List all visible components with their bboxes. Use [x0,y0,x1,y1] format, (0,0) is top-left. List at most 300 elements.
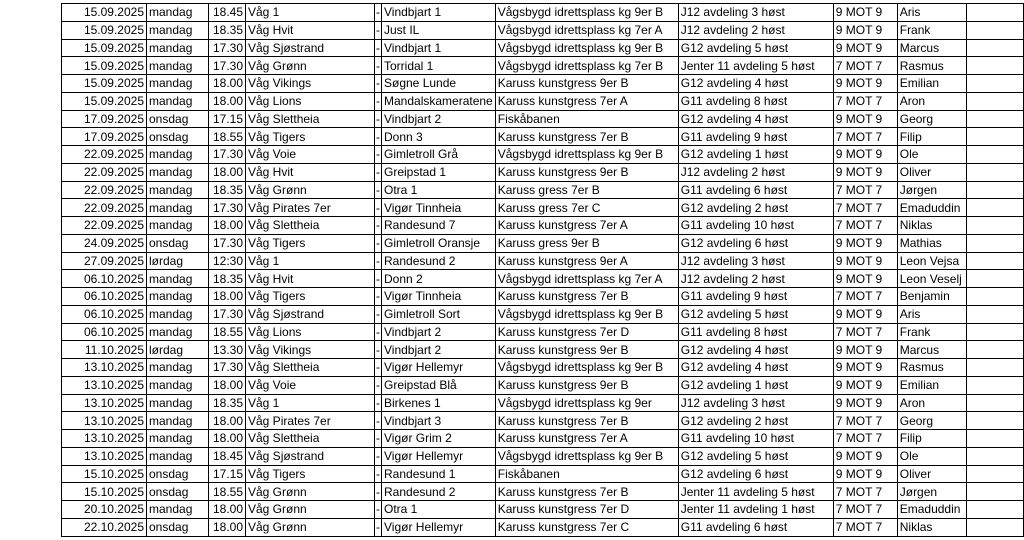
empty-cell [966,376,1023,394]
table-row [62,288,1024,306]
date-cell: 27.09.2025 [62,252,147,270]
responsible-cell: Benjamin [897,288,966,306]
away-team-cell: Vigør Hellemyr [382,447,496,465]
division-cell: G12 avdeling 4 høst [678,359,833,377]
venue-cell: Karuss kunstgress 9er B [495,376,678,394]
home-team-cell: Våg 1 [246,394,375,412]
away-team-cell: Vigør Tinnheia [382,288,496,306]
venue-cell: Karuss kunstgress 7er D [495,323,678,341]
separator-cell: - [376,182,380,197]
table-row [62,394,1024,412]
weekday-cell: onsdag [147,483,209,501]
division-cell: G12 avdeling 5 høst [678,447,833,465]
home-team-cell: Våg Vikings [246,75,375,93]
weekday-cell: mandag [147,394,209,412]
division-cell: J12 avdeling 3 høst [678,252,833,270]
separator-cell: - [376,342,380,357]
weekday-cell: onsdag [147,234,209,252]
away-team-cell: Vindbjart 2 [382,341,496,359]
table-row [62,270,1024,288]
schedule-rows [62,4,1024,537]
venue-cell: Karuss kunstgress 9er A [495,252,678,270]
separator-cell: - [376,431,380,446]
format-cell: 9 MOT 9 [833,39,897,57]
separator-cell: - [376,466,380,481]
weekday-cell: mandag [147,270,209,288]
format-cell: 9 MOT 9 [833,465,897,483]
table-row [62,4,1024,22]
weekday-cell: mandag [147,39,209,57]
empty-cell [966,394,1023,412]
responsible-cell: Emilian [897,75,966,93]
date-cell: 13.10.2025 [62,376,147,394]
venue-cell: Karuss gress 9er B [495,234,678,252]
home-team-cell: Våg Voie [246,146,375,164]
venue-cell: Karuss kunstgress 7er D [495,501,678,519]
away-team-cell: Gimletroll Sort [382,305,496,323]
time-cell: 18.45 [209,4,246,22]
venue-cell: Karuss kunstgress 7er A [495,430,678,448]
empty-cell [966,518,1023,536]
empty-cell [966,4,1023,22]
time-cell: 18.00 [209,430,246,448]
weekday-cell: mandag [147,501,209,519]
date-cell: 11.10.2025 [62,341,147,359]
venue-cell: Karuss kunstgress 9er B [495,75,678,93]
separator-cell: - [376,23,380,38]
division-cell: G12 avdeling 6 høst [678,465,833,483]
time-cell: 17.30 [209,57,246,75]
empty-cell [966,110,1023,128]
table-row [62,110,1024,128]
division-cell: G11 avdeling 9 høst [678,288,833,306]
separator-cell: - [376,484,380,499]
responsible-cell: Mathias [897,234,966,252]
division-cell: G11 avdeling 10 høst [678,217,833,235]
format-cell: 9 MOT 9 [833,394,897,412]
table-row [62,483,1024,501]
division-cell: Jenter 11 avdeling 5 høst [678,483,833,501]
venue-cell: Vågsbygd idrettsplass kg 9er B [495,146,678,164]
responsible-cell: Niklas [897,217,966,235]
separator-cell: - [376,413,380,428]
weekday-cell: lørdag [147,341,209,359]
home-team-cell: Våg Grønn [246,518,375,536]
venue-cell: Vågsbygd idrettsplass kg 7er A [495,270,678,288]
weekday-cell: mandag [147,217,209,235]
venue-cell: Karuss kunstgress 7er A [495,92,678,110]
home-team-cell: Våg Tigers [246,234,375,252]
date-cell: 13.10.2025 [62,430,147,448]
date-cell: 06.10.2025 [62,323,147,341]
time-cell: 18.00 [209,501,246,519]
date-cell: 06.10.2025 [62,288,147,306]
division-cell: G12 avdeling 4 høst [678,110,833,128]
responsible-cell: Ole [897,146,966,164]
time-cell: 13.30 [209,341,246,359]
weekday-cell: mandag [147,376,209,394]
venue-cell: Vågsbygd idrettsplass kg 9er B [495,39,678,57]
time-cell: 18.00 [209,217,246,235]
venue-cell: Karuss kunstgress 7er B [495,412,678,430]
table-row [62,412,1024,430]
empty-cell [966,465,1023,483]
venue-cell: Karuss kunstgress 7er C [495,518,678,536]
venue-cell: Vågsbygd idrettsplass kg 9er B [495,447,678,465]
responsible-cell: Leon Vejsa [897,252,966,270]
separator-cell: - [376,200,380,215]
format-cell: 9 MOT 9 [833,75,897,93]
division-cell: J12 avdeling 2 høst [678,163,833,181]
empty-cell [966,288,1023,306]
time-cell: 18.00 [209,288,246,306]
away-team-cell: Randesund 7 [382,217,496,235]
table-row [62,181,1024,199]
date-cell: 20.10.2025 [62,501,147,519]
weekday-cell: mandag [147,163,209,181]
empty-cell [966,447,1023,465]
time-cell: 18.35 [209,270,246,288]
date-cell: 13.10.2025 [62,359,147,377]
separator-cell: - [376,236,380,251]
time-cell: 18.00 [209,92,246,110]
date-cell: 13.10.2025 [62,394,147,412]
match-schedule-table [61,3,1024,537]
away-team-cell: Otra 1 [382,181,496,199]
empty-cell [966,199,1023,217]
format-cell: 9 MOT 9 [833,4,897,22]
empty-cell [966,501,1023,519]
away-team-cell: Vindbjart 3 [382,412,496,430]
format-cell: 7 MOT 7 [833,128,897,146]
format-cell: 7 MOT 7 [833,430,897,448]
time-cell: 18.35 [209,181,246,199]
division-cell: G11 avdeling 8 høst [678,92,833,110]
weekday-cell: mandag [147,359,209,377]
date-cell: 24.09.2025 [62,234,147,252]
responsible-cell: Aron [897,92,966,110]
table-row [62,465,1024,483]
home-team-cell: Våg Grønn [246,483,375,501]
separator-cell: - [376,5,380,20]
home-team-cell: Våg Slettheia [246,430,375,448]
format-cell: 9 MOT 9 [833,252,897,270]
away-team-cell: Vindbjart 2 [382,323,496,341]
weekday-cell: onsdag [147,465,209,483]
venue-cell: Vågsbygd idrettsplass kg 9er B [495,305,678,323]
responsible-cell: Aron [897,394,966,412]
home-team-cell: Våg 1 [246,252,375,270]
date-cell: 22.09.2025 [62,181,147,199]
home-team-cell: Våg Lions [246,323,375,341]
time-cell: 17.30 [209,146,246,164]
time-cell: 18.00 [209,518,246,536]
date-cell: 22.09.2025 [62,146,147,164]
format-cell: 7 MOT 7 [833,483,897,501]
date-cell: 15.10.2025 [62,465,147,483]
empty-cell [966,217,1023,235]
empty-cell [966,323,1023,341]
away-team-cell: Vindbjart 2 [382,110,496,128]
responsible-cell: Jørgen [897,483,966,501]
away-team-cell: Torridal 1 [382,57,496,75]
weekday-cell: mandag [147,75,209,93]
time-cell: 18.00 [209,376,246,394]
venue-cell: Fiskåbanen [495,465,678,483]
separator-cell: - [376,395,380,410]
empty-cell [966,181,1023,199]
home-team-cell: Våg 1 [246,4,375,22]
weekday-cell: mandag [147,323,209,341]
weekday-cell: mandag [147,199,209,217]
away-team-cell: Greipstad 1 [382,163,496,181]
format-cell: 7 MOT 7 [833,57,897,75]
home-team-cell: Våg Pirates 7er [246,199,375,217]
home-team-cell: Våg Grønn [246,501,375,519]
weekday-cell: mandag [147,92,209,110]
responsible-cell: Frank [897,323,966,341]
away-team-cell: Just IL [382,21,496,39]
format-cell: 9 MOT 9 [833,359,897,377]
separator-cell: - [376,218,380,233]
responsible-cell: Rasmus [897,359,966,377]
responsible-cell: Marcus [897,39,966,57]
date-cell: 13.10.2025 [62,412,147,430]
date-cell: 17.09.2025 [62,110,147,128]
separator-cell: - [376,307,380,322]
table-row [62,341,1024,359]
format-cell: 9 MOT 9 [833,163,897,181]
time-cell: 17.30 [209,234,246,252]
format-cell: 9 MOT 9 [833,110,897,128]
separator-cell: - [376,147,380,162]
responsible-cell: Emaduddin [897,501,966,519]
table-row [62,128,1024,146]
date-cell: 22.10.2025 [62,518,147,536]
division-cell: J12 avdeling 3 høst [678,4,833,22]
division-cell: J12 avdeling 3 høst [678,394,833,412]
time-cell: 18.55 [209,483,246,501]
empty-cell [966,483,1023,501]
responsible-cell: Emilian [897,376,966,394]
date-cell: 22.09.2025 [62,199,147,217]
division-cell: G12 avdeling 4 høst [678,341,833,359]
away-team-cell: Vigør Hellemyr [382,359,496,377]
home-team-cell: Våg Grønn [246,57,375,75]
time-cell: 17.30 [209,359,246,377]
empty-cell [966,39,1023,57]
division-cell: Jenter 11 avdeling 5 høst [678,57,833,75]
weekday-cell: onsdag [147,110,209,128]
date-cell: 22.09.2025 [62,163,147,181]
table-row [62,21,1024,39]
responsible-cell: Niklas [897,518,966,536]
away-team-cell: Donn 2 [382,270,496,288]
division-cell: J12 avdeling 2 høst [678,21,833,39]
away-team-cell: Otra 1 [382,501,496,519]
division-cell: G11 avdeling 9 høst [678,128,833,146]
format-cell: 7 MOT 7 [833,288,897,306]
division-cell: J12 avdeling 2 høst [678,270,833,288]
separator-cell: - [376,324,380,339]
weekday-cell: onsdag [147,128,209,146]
weekday-cell: mandag [147,4,209,22]
division-cell: G12 avdeling 5 høst [678,39,833,57]
format-cell: 7 MOT 7 [833,92,897,110]
date-cell: 15.09.2025 [62,92,147,110]
format-cell: 9 MOT 9 [833,447,897,465]
empty-cell [966,146,1023,164]
home-team-cell: Våg Slettheia [246,359,375,377]
table-row [62,92,1024,110]
home-team-cell: Våg Tigers [246,128,375,146]
home-team-cell: Våg Tigers [246,465,375,483]
time-cell: 17.30 [209,305,246,323]
venue-cell: Vågsbygd idrettsplass kg 7er A [495,21,678,39]
responsible-cell: Marcus [897,341,966,359]
responsible-cell: Filip [897,430,966,448]
responsible-cell: Leon Veselj [897,270,966,288]
away-team-cell: Gimletroll Oransje [382,234,496,252]
weekday-cell: mandag [147,288,209,306]
table-row [62,75,1024,93]
venue-cell: Karuss kunstgress 7er B [495,288,678,306]
empty-cell [966,430,1023,448]
weekday-cell: mandag [147,181,209,199]
away-team-cell: Birkenes 1 [382,394,496,412]
table-row [62,163,1024,181]
venue-cell: Vågsbygd idrettsplass kg 9er [495,394,678,412]
table-row [62,39,1024,57]
venue-cell: Fiskåbanen [495,110,678,128]
home-team-cell: Våg Sjøstrand [246,305,375,323]
home-team-cell: Våg Voie [246,376,375,394]
separator-cell: - [376,94,380,109]
empty-cell [966,359,1023,377]
empty-cell [966,57,1023,75]
table-row [62,376,1024,394]
time-cell: 18.00 [209,163,246,181]
weekday-cell: lørdag [147,252,209,270]
division-cell: G12 avdeling 1 høst [678,376,833,394]
date-cell: 22.09.2025 [62,217,147,235]
weekday-cell: mandag [147,430,209,448]
table-row [62,323,1024,341]
format-cell: 7 MOT 7 [833,199,897,217]
table-row [62,57,1024,75]
away-team-cell: Vindbjart 1 [382,4,496,22]
empty-cell [966,270,1023,288]
time-cell: 18.35 [209,394,246,412]
responsible-cell: Jørgen [897,181,966,199]
format-cell: 9 MOT 9 [833,234,897,252]
empty-cell [966,75,1023,93]
table-row [62,430,1024,448]
weekday-cell: mandag [147,57,209,75]
table-row [62,146,1024,164]
date-cell: 13.10.2025 [62,447,147,465]
responsible-cell: Ole [897,447,966,465]
date-cell: 15.09.2025 [62,21,147,39]
separator-cell: - [376,449,380,464]
format-cell: 7 MOT 7 [833,181,897,199]
division-cell: G12 avdeling 4 høst [678,75,833,93]
responsible-cell: Oliver [897,465,966,483]
format-cell: 9 MOT 9 [833,146,897,164]
away-team-cell: Vindbjart 1 [382,39,496,57]
date-cell: 15.10.2025 [62,483,147,501]
home-team-cell: Våg Pirates 7er [246,412,375,430]
separator-cell: - [376,76,380,91]
division-cell: G11 avdeling 6 høst [678,181,833,199]
time-cell: 18.45 [209,447,246,465]
time-cell: 17.30 [209,199,246,217]
separator-cell: - [376,58,380,73]
table-row [62,359,1024,377]
away-team-cell: Vigør Tinnheia [382,199,496,217]
home-team-cell: Våg Tigers [246,288,375,306]
time-cell: 12:30 [209,252,246,270]
date-cell: 17.09.2025 [62,128,147,146]
format-cell: 7 MOT 7 [833,217,897,235]
away-team-cell: Søgne Lunde [382,75,496,93]
time-cell: 18.00 [209,412,246,430]
home-team-cell: Våg Sjøstrand [246,447,375,465]
responsible-cell: Filip [897,128,966,146]
weekday-cell: onsdag [147,518,209,536]
home-team-cell: Våg Hvit [246,163,375,181]
responsible-cell: Aris [897,305,966,323]
time-cell: 18.55 [209,128,246,146]
empty-cell [966,234,1023,252]
venue-cell: Karuss kunstgress 7er B [495,128,678,146]
separator-cell: - [376,360,380,375]
away-team-cell: Gimletroll Grå [382,146,496,164]
division-cell: Jenter 11 avdeling 1 høst [678,501,833,519]
venue-cell: Vågsbygd idrettsplass kg 9er B [495,4,678,22]
division-cell: G12 avdeling 2 høst [678,199,833,217]
format-cell: 7 MOT 7 [833,518,897,536]
venue-cell: Karuss kunstgress 9er B [495,163,678,181]
format-cell: 9 MOT 9 [833,341,897,359]
home-team-cell: Våg Vikings [246,341,375,359]
home-team-cell: Våg Slettheia [246,217,375,235]
division-cell: G11 avdeling 6 høst [678,518,833,536]
home-team-cell: Våg Sjøstrand [246,39,375,57]
separator-cell: - [376,40,380,55]
away-team-cell: Randesund 2 [382,483,496,501]
away-team-cell: Vigør Grim 2 [382,430,496,448]
venue-cell: Karuss kunstgress 7er A [495,217,678,235]
separator-cell: - [376,502,380,517]
division-cell: G11 avdeling 10 høst [678,430,833,448]
away-team-cell: Randesund 2 [382,252,496,270]
away-team-cell: Donn 3 [382,128,496,146]
division-cell: G12 avdeling 5 høst [678,305,833,323]
separator-cell: - [376,165,380,180]
responsible-cell: Aris [897,4,966,22]
venue-cell: Vågsbygd idrettsplass kg 7er B [495,57,678,75]
division-cell: G12 avdeling 6 høst [678,234,833,252]
empty-cell [966,21,1023,39]
format-cell: 9 MOT 9 [833,270,897,288]
empty-cell [966,305,1023,323]
date-cell: 06.10.2025 [62,270,147,288]
weekday-cell: mandag [147,146,209,164]
separator-cell: - [376,253,380,268]
match-schedule-sheet [61,3,1024,537]
empty-cell [966,128,1023,146]
